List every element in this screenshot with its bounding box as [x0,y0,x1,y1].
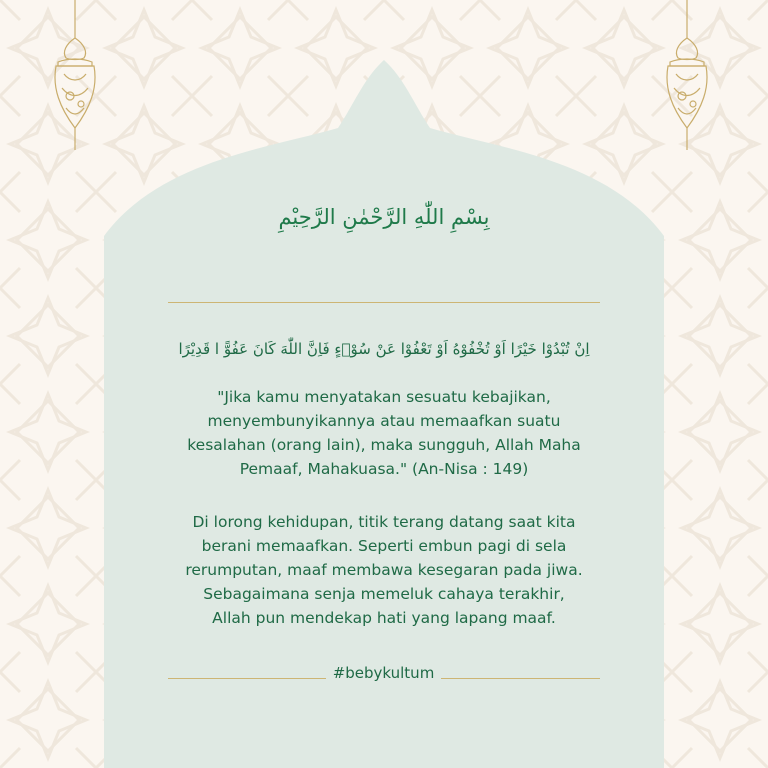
bottom-divider-line-right [441,678,600,679]
basmala-calligraphy [270,182,498,252]
reflection-line: Allah pun mendekap hati yang lapang maaf. [212,609,556,627]
top-divider-line [168,302,600,303]
reflection-line: rerumputan, maaf membawa kesegaran pada jiwa. [185,561,583,579]
hashtag-label: #bebykultum [332,664,435,682]
reflection-paragraph [130,510,638,630]
reflection-line: Sebagaimana senja memeluk cahaya terakhir, [203,585,565,603]
reflection-line: berani memaafkan. Seperti embun pagi di sela [201,537,567,555]
hanging-lantern-icon [652,0,722,155]
verse-translation [130,385,638,481]
hanging-lantern-icon [40,0,110,155]
translation-line: menyembunyikannya atau memaafkan suatu [207,412,561,430]
reflection-line: Di lorong kehidupan, titik terang datang saat kita [192,513,576,531]
translation-line: Pemaaf, Mahakuasa." (An-Nisa : 149) [239,460,529,478]
translation-line: "Jika kamu menyatakan sesuatu kebajikan, [217,388,551,406]
quran-verse-arabic: اِنْ تُبْدُوْا خَيْرًا اَوْ تُخْفُوْهُ اَوْ تَعْفُوْا عَنْ سُوْۤءٍ فَاِنَّ اللّٰهَ كَانَ عَفُوًّ ا قَدِيْرًا [178,340,590,358]
translation-line: kesalahan (orang lain), maka sungguh, Allah Maha [187,436,581,454]
basmala-text: بِسْمِ اللّٰهِ الرَّحْمٰنِ الرَّحِيْمِ [278,205,490,229]
bottom-divider-line-left [168,678,326,679]
